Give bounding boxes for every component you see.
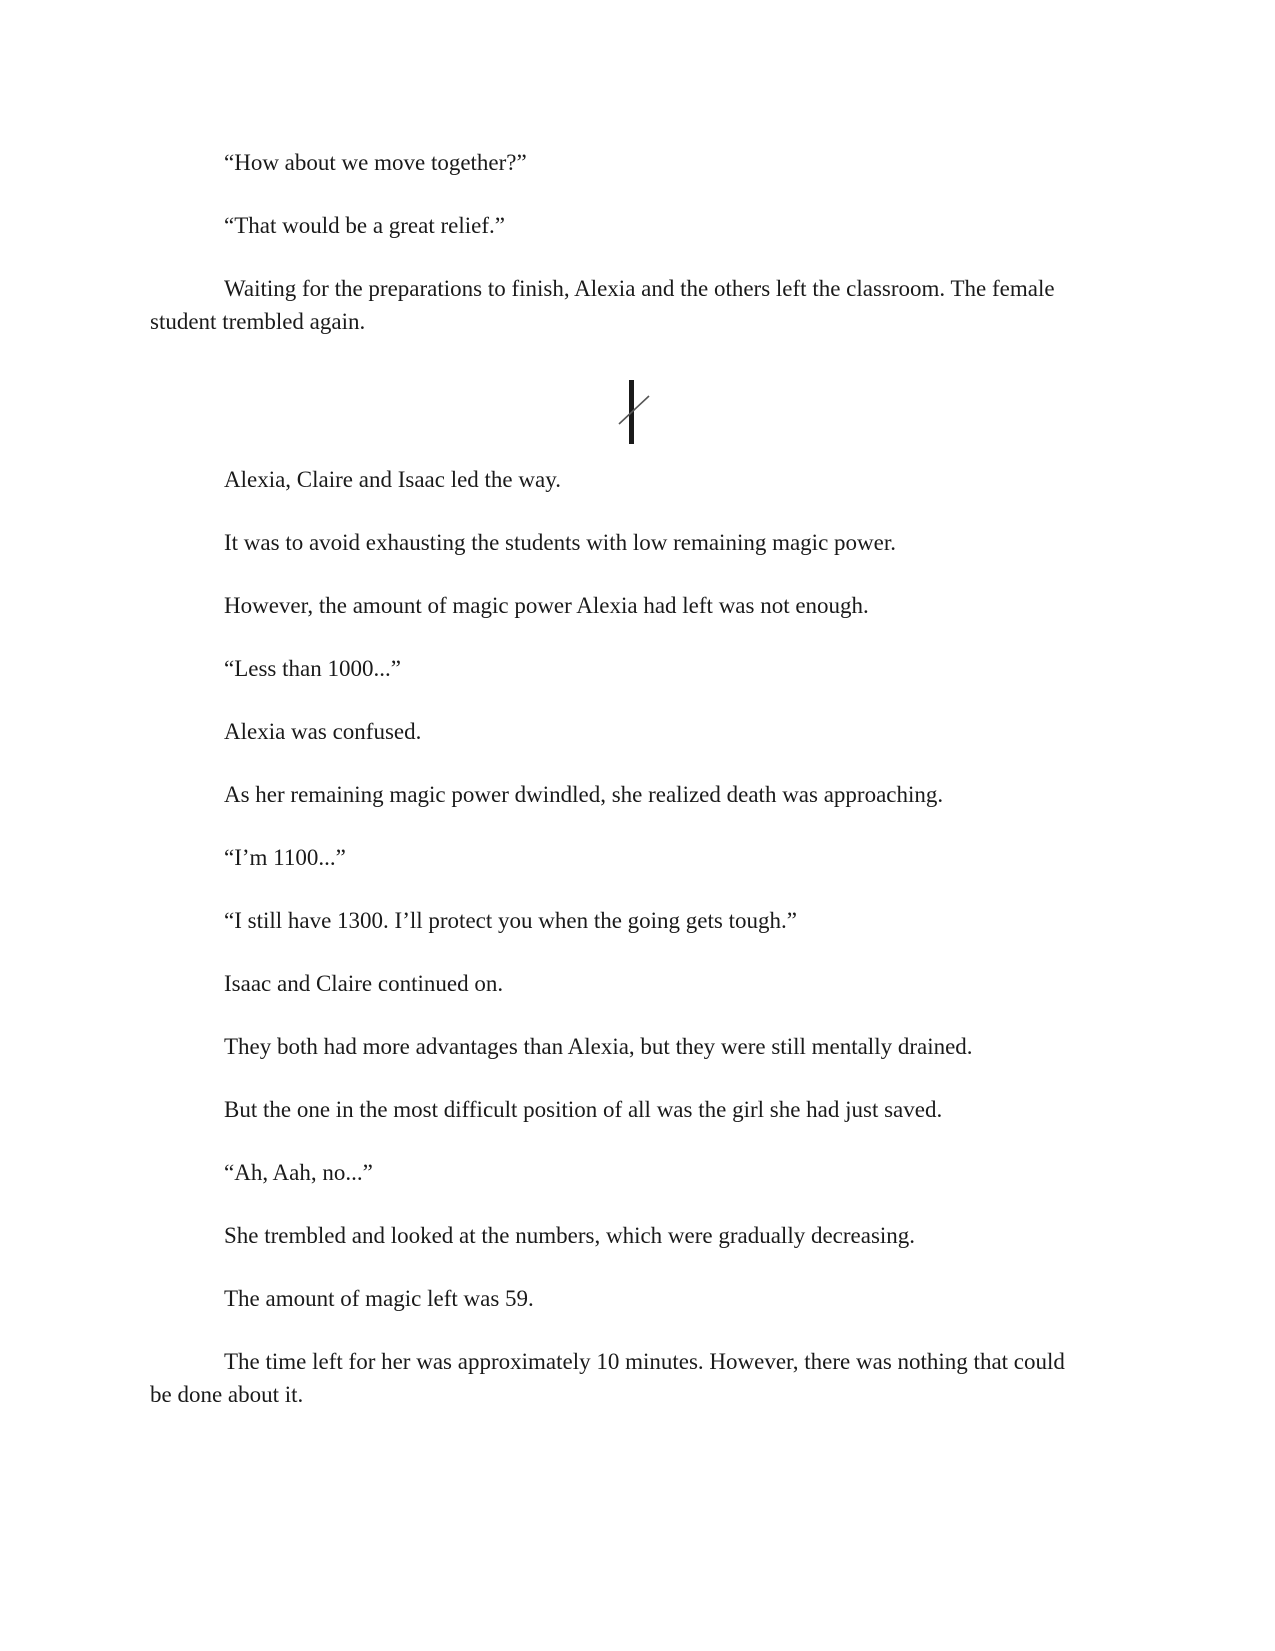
paragraph: Waiting for the preparations to finish, Alexia and the others left the classroom. The female student trembled again. bbox=[150, 276, 1055, 334]
paragraph: “Less than 1000...” bbox=[224, 656, 401, 681]
paragraph: “I still have 1300. I’ll protect you when the going gets tough.” bbox=[224, 908, 797, 933]
paragraph: The time left for her was approximately 10 minutes. However, there was nothing that could be done about it. bbox=[150, 1349, 1065, 1407]
paragraph: As her remaining magic power dwindled, she realized death was approaching. bbox=[224, 782, 944, 807]
paragraph: “How about we move together?” bbox=[224, 150, 527, 175]
paragraph: Alexia was confused. bbox=[224, 719, 422, 744]
paragraph: “Ah, Aah, no...” bbox=[224, 1160, 373, 1185]
paragraph: They both had more advantages than Alexia, but they were still mentally drained. bbox=[224, 1034, 973, 1059]
paragraph: She trembled and looked at the numbers, which were gradually decreasing. bbox=[224, 1223, 916, 1248]
paragraph: But the one in the most difficult position of all was the girl she had just saved. bbox=[224, 1097, 943, 1122]
paragraph: Alexia, Claire and Isaac led the way. bbox=[224, 467, 561, 492]
paragraph: “I’m 1100...” bbox=[224, 845, 346, 870]
paragraph: However, the amount of magic power Alexia had left was not enough. bbox=[224, 593, 869, 618]
paragraph: The amount of magic left was 59. bbox=[224, 1286, 534, 1311]
paragraph: Isaac and Claire continued on. bbox=[224, 971, 504, 996]
paragraph: “That would be a great relief.” bbox=[224, 213, 505, 238]
scene-break-glyph-icon bbox=[616, 378, 652, 446]
paragraph: It was to avoid exhausting the students with low remaining magic power. bbox=[224, 530, 896, 555]
